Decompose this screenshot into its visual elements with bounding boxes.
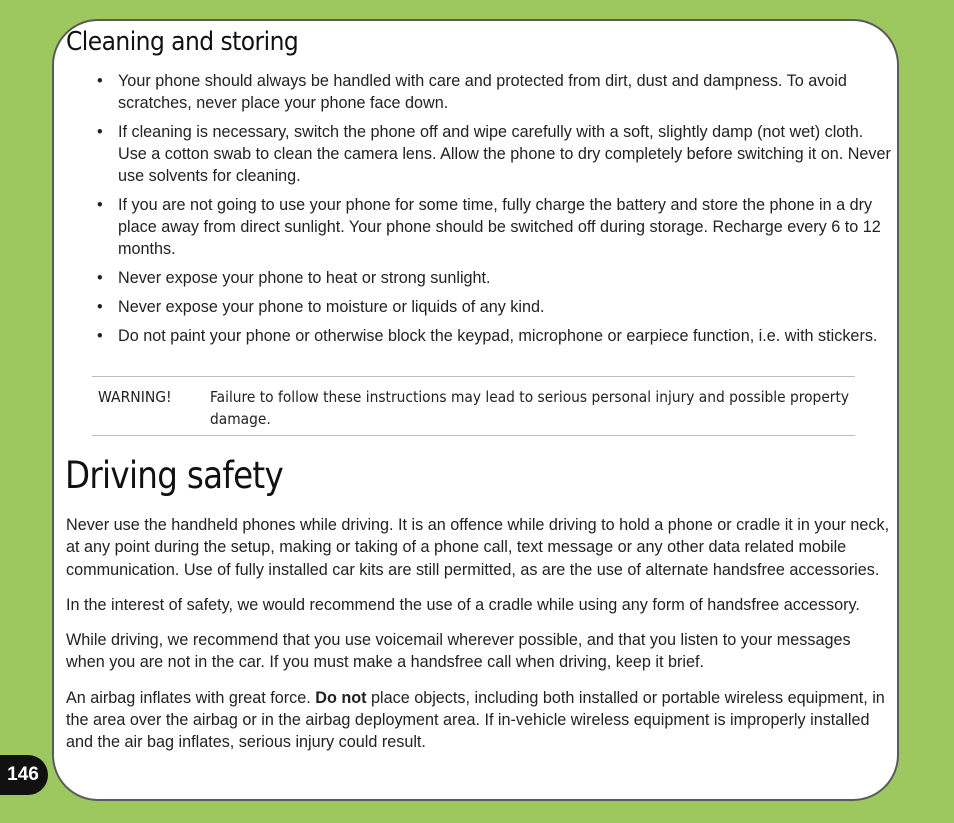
bullet-text: Never expose your phone to heat or strong sunlight. — [118, 269, 491, 287]
list-item — [97, 194, 892, 260]
bullet-icon: • — [97, 327, 103, 345]
paragraph: Never use the handheld phones while driving. It is an offence while driving to hold a phone or cradle it in your neck, at any point during the setup, making or taking of a phone call, text message or any other data related mobile communication. Use of fully installed car kits are still permitted, as are the use of alternate handsfree accessories. — [66, 516, 890, 579]
list-item — [97, 325, 892, 347]
bullet-icon: • — [97, 123, 103, 141]
bullet-icon: • — [97, 72, 103, 90]
paragraph-airbag — [66, 687, 892, 754]
list-item — [97, 296, 892, 318]
warning-box — [92, 376, 855, 436]
bullet-text: Your phone should always be handled with care and protected from dirt, dust and dampness. To avoid scratches, never place your phone face down. — [118, 72, 847, 112]
bullet-text: Never expose your phone to moisture or liquids of any kind. — [118, 298, 545, 316]
bullet-icon: • — [97, 298, 103, 316]
warning-text: Failure to follow these instructions may lead to serious personal injury and possible property damage. — [210, 388, 850, 428]
section-title-cleaning: Cleaning and storing — [66, 27, 299, 57]
bullet-text: If cleaning is necessary, switch the phone off and wipe carefully with a soft, slightly damp (not wet) cloth. Use a cotton swab to clean the camera lens. Allow the phone to dry completely before switching it on. Never use solvents for cleaning. — [118, 123, 891, 185]
paragraph-lead: An airbag inflates with great force. — [66, 688, 316, 707]
bullet-icon: • — [97, 269, 103, 287]
page-number-badge: 146 — [0, 755, 48, 795]
list-item — [97, 70, 892, 114]
list-item — [97, 121, 892, 187]
list-item — [97, 267, 892, 289]
paragraph: In the interest of safety, we would recommend the use of a cradle while using any form of handsfree accessory. — [66, 595, 860, 614]
bullet-text: Do not paint your phone or otherwise block the keypad, microphone or earpiece function, i.e. with stickers. — [118, 327, 878, 345]
paragraph: While driving, we recommend that you use voicemail wherever possible, and that you listen to your messages when you are not in the car. If you must make a handsfree call when driving, keep it brief. — [66, 631, 851, 672]
warning-label: WARNING! — [98, 388, 172, 406]
paragraph-rest: place objects, including both installed or portable wireless equipment, in the area over the airbag or in the airbag deployment area. If in-vehicle wireless equipment is improperly installed and the air bag inflates, serious injury could result. — [66, 688, 885, 752]
bullet-icon: • — [97, 196, 103, 214]
cleaning-bullet-list — [97, 70, 892, 354]
driving-body — [66, 514, 892, 767]
emphasis-do-not: Do not — [315, 688, 367, 707]
section-title-driving: Driving safety — [65, 454, 284, 497]
bullet-text: If you are not going to use your phone for some time, fully charge the battery and store the phone in a dry place away from direct sunlight. Your phone should be switched off during storage. Recharge every 6 to 12 months. — [118, 196, 881, 258]
